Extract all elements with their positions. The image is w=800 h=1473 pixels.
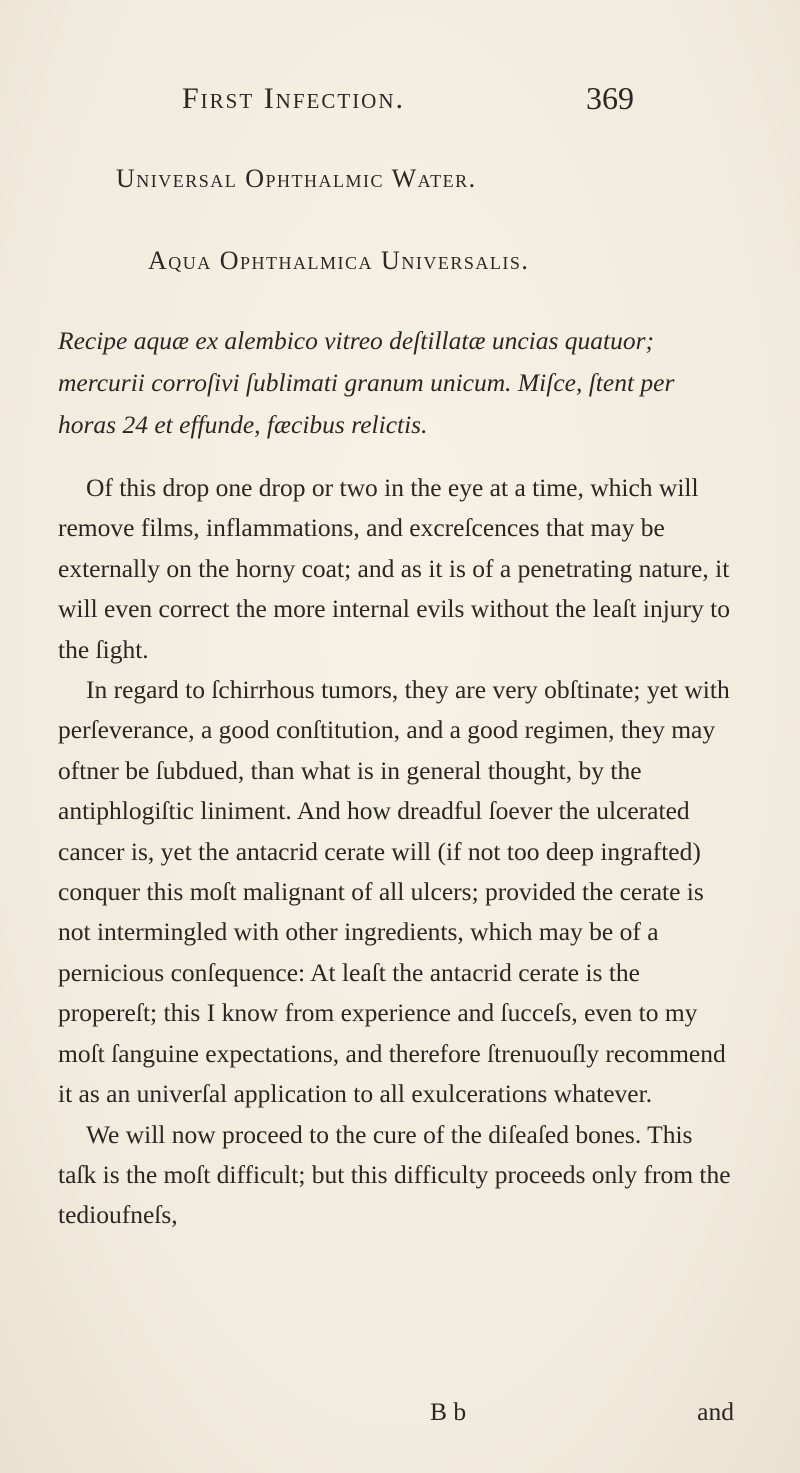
body-text [58, 468, 734, 1236]
page-footer [58, 1397, 734, 1437]
section-title-english: Universal Ophthalmic Water. [116, 164, 477, 193]
paragraph-eye-drops: Of this drop one drop or two in the eye at a time, which will remove films, inflammations, and excreſcences that may be externally on the horny coat; and as it is of a penetrating nature, it will even correct the more internal evils without the leaſt injury to the ſight. [58, 473, 731, 664]
page-number: 369 [586, 80, 634, 116]
catchword: and [697, 1397, 734, 1426]
running-header: First Infection. [182, 82, 406, 115]
section-title-latin: Aqua Ophthalmica Universalis. [148, 246, 530, 275]
paragraph-schirrhous-tumors: In regard to ſchirrhous tumors, they are very obſtinate; yet with perſeverance, a good conſtitution, and a good regimen, they may oftner be ſubdued, than what is in general thought, by the antiphlogiſtic liniment. And how dreadful ſoever the ulcerated cancer is, yet the antacrid cerate will (if not too deep ingrafted) conquer this moſt malignant of all ulcers; provided the cerate is not intermingled with other ingredients, which may be of a pernicious conſequence: At leaſt the antacrid cerate is the propereſt; this I know from experience and ſucceſs, even to my moſt ſanguine expectations, and therefore ſtrenuouſly recommend it as an univerſal application to all exulcerations whatever. [58, 675, 730, 1109]
latin-recipe: Recipe aquæ ex alembico vitreo deſtillatæ uncias quatuor; mercurii corroſivi ſublimati granum unicum. Miſce, ſtent per horas 24 et effunde, fæcibus relictis. [58, 326, 675, 439]
paragraph-diseased-bones: We will now proceed to the cure of the diſeaſed bones. This taſk is the moſt difficult; but this difficulty proceeds only from the tedioufneſs, [58, 1119, 731, 1230]
signature-mark: B b [430, 1397, 467, 1426]
